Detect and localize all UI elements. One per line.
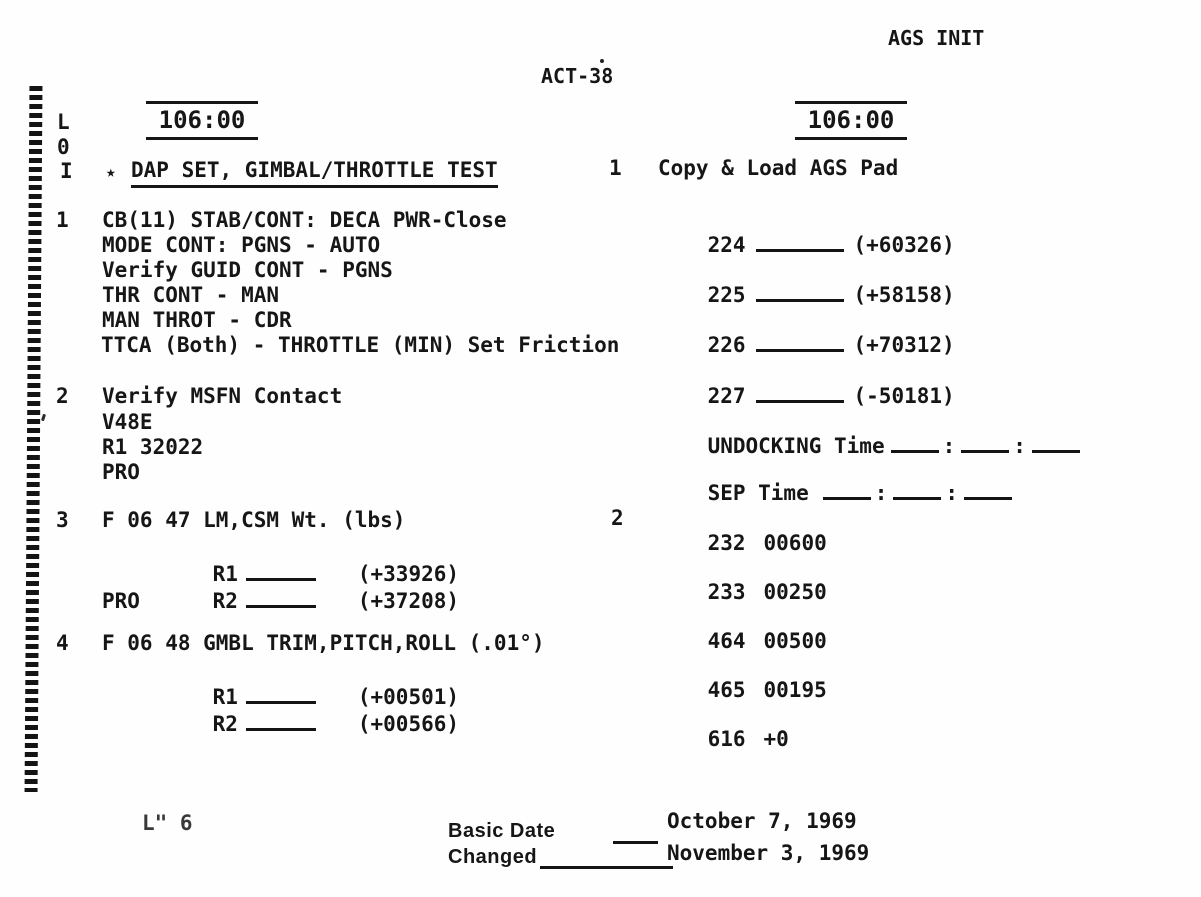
register-label: R1 xyxy=(212,684,238,709)
pad-nominal: (+70312) xyxy=(853,332,955,357)
register-nominal: (+33926) xyxy=(357,561,460,586)
step-line: MODE CONT: PGNS - AUTO xyxy=(102,233,381,257)
write-in-blank[interactable] xyxy=(961,432,1009,453)
step-number: 4 xyxy=(56,631,69,655)
write-in-blank[interactable] xyxy=(246,710,316,731)
undocking-time-label: UNDOCKING Time xyxy=(707,433,885,458)
step-line: Verify GUID CONT - PGNS xyxy=(102,258,393,282)
step-number: 3 xyxy=(56,508,69,532)
write-in-blank[interactable] xyxy=(964,479,1012,500)
write-in-blank[interactable] xyxy=(756,281,844,302)
write-in-blank[interactable] xyxy=(891,432,939,453)
ags-value: 00195 xyxy=(763,678,827,702)
page-code: ACT-38 xyxy=(541,64,614,88)
write-in-blank[interactable] xyxy=(756,382,844,403)
register-nominal: (+00566) xyxy=(357,711,460,736)
basic-date-value: October 7, 1969 xyxy=(667,809,857,833)
changed-date-value: November 3, 1969 xyxy=(667,841,870,865)
footer-note: L" 6 xyxy=(142,811,193,835)
write-in-blank[interactable] xyxy=(893,479,941,500)
time-header-right: 106:00 xyxy=(795,101,907,140)
pad-nominal: (+58158) xyxy=(853,282,955,307)
step-number: 2 xyxy=(611,506,624,530)
colon: : xyxy=(942,433,956,458)
pad-addr: 224 xyxy=(707,232,746,257)
step-line: PRO xyxy=(102,460,140,484)
ags-value: 00600 xyxy=(763,531,827,555)
write-in-blank[interactable] xyxy=(823,479,871,500)
pad-nominal: (+60326) xyxy=(853,232,955,257)
changed-blank[interactable] xyxy=(540,848,673,869)
step-line: MAN THROT - CDR xyxy=(102,308,292,332)
ags-value: 00500 xyxy=(763,629,827,653)
binding-holes xyxy=(25,86,43,792)
ags-addr: 465 xyxy=(707,678,746,702)
write-in-blank[interactable] xyxy=(1032,432,1080,453)
procedure-title-text: DAP SET, GIMBAL/THROTTLE TEST xyxy=(131,158,498,188)
tab-letter-0: 0 xyxy=(57,135,70,159)
procedure-title xyxy=(131,158,498,183)
scan-mark xyxy=(41,414,46,422)
colon: : xyxy=(874,480,888,505)
step-line: V48E xyxy=(102,410,153,434)
ags-addr: 464 xyxy=(707,629,746,653)
register-label: R1 xyxy=(212,561,238,586)
register-nominal: (+00501) xyxy=(357,684,460,709)
step-line: CB(11) STAB/CONT: DECA PWR-Close xyxy=(102,208,507,232)
pad-addr: 225 xyxy=(707,282,746,307)
ags-value: +0 xyxy=(763,727,789,751)
pad-addr: 227 xyxy=(707,383,746,408)
ags-addr: 233 xyxy=(707,580,746,604)
tab-letter-i: I xyxy=(60,159,73,183)
changed-label: Changed xyxy=(448,846,538,868)
star-icon: ★ xyxy=(106,162,116,181)
step-line: Verify MSFN Contact xyxy=(102,384,343,408)
ags-value: 00250 xyxy=(763,580,827,604)
pad-nominal: (-50181) xyxy=(853,383,955,408)
tab-letter-l: L xyxy=(57,110,70,134)
register-label: R2 xyxy=(212,711,238,736)
step-line: R1 32022 xyxy=(102,435,204,459)
step-title: Copy & Load AGS Pad xyxy=(658,156,899,180)
step-number: 1 xyxy=(609,156,622,180)
write-in-blank[interactable] xyxy=(756,331,844,352)
pad-addr: 226 xyxy=(707,332,746,357)
verb-noun-header: F 06 48 GMBL TRIM,PITCH,ROLL (.01°) xyxy=(102,631,545,655)
sep-time-label: SEP Time xyxy=(707,480,809,505)
step-number: 1 xyxy=(56,208,69,232)
basic-date-blank[interactable] xyxy=(613,823,658,844)
scan-speck xyxy=(600,59,604,63)
register-label: R2 xyxy=(212,588,238,613)
register-row xyxy=(162,685,459,762)
step-line: TTCA (Both) - THROTTLE (MIN) Set Friction xyxy=(101,333,620,357)
write-in-blank[interactable] xyxy=(756,231,844,252)
step-line: PRO xyxy=(102,589,140,613)
corner-label: AGS INIT xyxy=(888,26,985,50)
register-row xyxy=(162,562,459,639)
ags-entry-row xyxy=(657,702,789,777)
ags-addr: 232 xyxy=(707,531,746,555)
step-line: THR CONT - MAN xyxy=(102,283,280,307)
verb-noun-header: F 06 47 LM,CSM Wt. (lbs) xyxy=(102,508,406,532)
register-nominal: (+37208) xyxy=(357,588,460,613)
colon: : xyxy=(1013,433,1026,458)
colon: : xyxy=(945,480,959,505)
write-in-blank[interactable] xyxy=(246,587,316,608)
step-number: 2 xyxy=(56,384,69,408)
basic-date-label: Basic Date xyxy=(448,820,556,842)
time-header-left: 106:00 xyxy=(146,101,258,140)
ags-addr: 616 xyxy=(707,727,746,751)
